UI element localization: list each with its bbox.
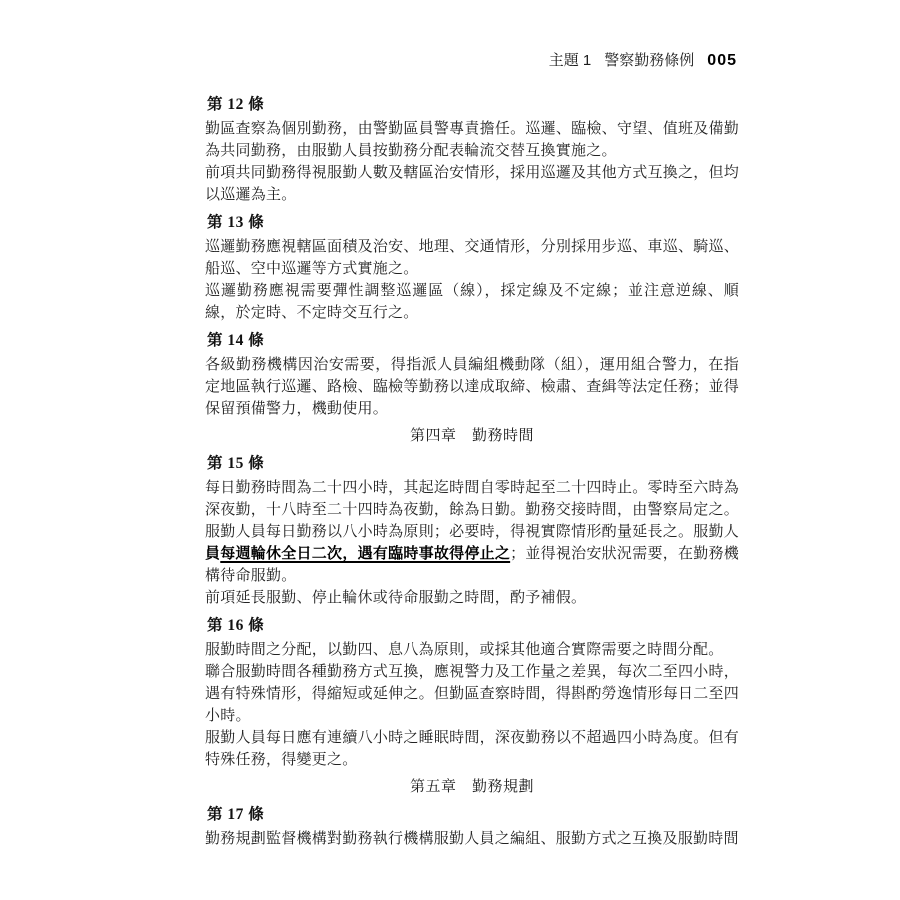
paragraph	[205, 477, 739, 587]
text-run: 勤務規劃監督機構對勤務執行機構服勤人員之編組、服勤方式之互換及服勤時間	[205, 831, 739, 847]
text-run: 巡邏勤務應視轄區面積及治安、地理、交通情形，分別採用步巡、車巡、騎巡、船巡、空中巡邏等方式實施之。	[205, 239, 739, 277]
text-run: 前項延長服勤、停止輪休或待命服勤之時間，酌予補假。	[205, 590, 587, 606]
article-heading: 第 14 條	[207, 332, 265, 349]
text-run: 服勤人員每日應有連續八小時之睡眠時間，深夜勤務以不超過四小時為度。但有特殊任務，得變更之。	[205, 730, 739, 768]
text-run: 巡邏勤務應視需要彈性調整巡邏區（線），採定線及不定線；並注意逆線、順線，於定時、不定時交互行之。	[205, 283, 739, 321]
paragraph	[205, 162, 739, 206]
header-page-number: 005	[707, 52, 737, 69]
article-heading: 第 12 條	[207, 96, 265, 113]
paragraph	[205, 639, 739, 661]
bold-text: 員	[205, 546, 221, 562]
article-heading: 第 16 條	[207, 617, 265, 634]
paragraph	[205, 118, 739, 162]
paragraph	[205, 236, 739, 280]
paragraph	[205, 587, 739, 609]
text-run: 勤區查察為個別勤務，由警勤區員警專責擔任。巡邏、臨檢、守望、值班及備勤為共同勤務，由服勤人員按勤務分配表輪流交替互換實施之。	[205, 121, 739, 159]
article-heading: 第 17 條	[207, 806, 265, 823]
paragraph	[205, 727, 739, 771]
running-header	[549, 49, 737, 70]
chapter-heading: 第五章 勤務規劃	[409, 779, 534, 795]
article-heading: 第 13 條	[207, 214, 265, 231]
text-run: 服勤時間之分配，以勤四、息八為原則，或採其他適合實際需要之時間分配。	[205, 642, 724, 658]
text-run: 每日勤務時間為二十四小時，其起迄時間自零時起至二十四時止。零時至六時為深夜勤，十八時至二十四時為夜勤，餘為日勤。勤務交接時間，由警察局定之。服勤人員每日勤務以八小時為原則；必要時，得視實際情形酌量延長之。服勤人	[205, 480, 739, 540]
paragraph	[205, 828, 739, 850]
emphasized-underlined-text: 每週輪休全日二次，遇有臨時事故得停止之	[220, 546, 511, 562]
paragraph	[205, 661, 739, 727]
chapter-heading: 第四章 勤務時間	[409, 428, 534, 444]
paragraph	[205, 280, 739, 324]
article-heading: 第 15 條	[207, 455, 265, 472]
text-run: ；並得視治安狀況需要，在勤務機構待命服勤。	[205, 546, 739, 584]
text-run: 前項共同勤務得視服勤人數及轄區治安情形，採用巡邏及其他方式互換之，但均以巡邏為主。	[205, 165, 739, 203]
page-content	[205, 88, 739, 850]
paragraph	[205, 354, 739, 420]
text-run: 各級勤務機構因治安需要，得指派人員編組機動隊（組），運用組合警力，在指定地區執行巡邏、路檢、臨檢等勤務以達成取締、檢肅、查緝等法定任務；並得保留預備警力，機動使用。	[205, 357, 739, 417]
header-topic-label: 主題 1	[548, 52, 592, 69]
header-book-title: 警察勤務條例	[604, 52, 695, 69]
text-run: 聯合服勤時間各種勤務方式互換，應視警力及工作量之差異，每次二至四小時，遇有特殊情形，得縮短或延伸之。但勤區查察時間，得斟酌勞逸情形每日二至四小時。	[205, 664, 739, 724]
